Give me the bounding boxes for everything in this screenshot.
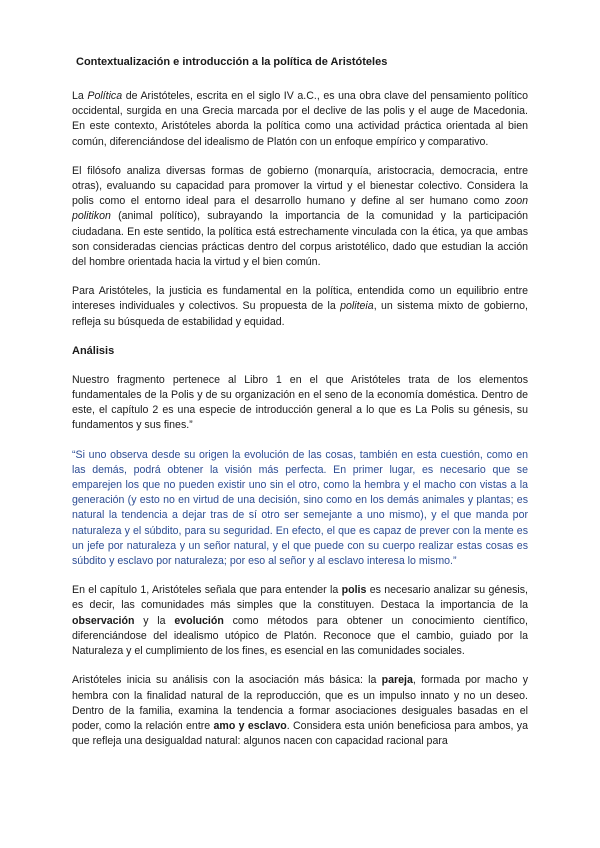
term-evolucion: evolución bbox=[174, 614, 224, 627]
intro-paragraph-1: La Política de Aristóteles, escrita en el siglo IV a.C., es una obra clave del pensamiento político occidental, surgida en una Grecia marcada por el declive de las polis y el auge de Macedonia. En este contexto, Aristóteles aborda la política como una actividad práctica orientada al bien común, diferenciándose del idealismo de Platón con un enfoque empírico y comparativo. bbox=[72, 90, 528, 148]
quoted-fragment: “Si uno observa desde su origen la evolución de las cosas, también en esta cuestión, como en las demás, podrá obtener la visión más perfecta. En primer lugar, es necesario que se emparejen los que no pueden existir uno sin el otro, como la hembra y el macho con vistas a la generación (y esto no en virtud de una decisión, sino como en los demás animales y plantas; es natural la tendencia a dejar tras de sí otro ser semejante a uno mismo), y el que manda por naturaleza y el súbdito, para su seguridad. En efecto, el que es capaz de prever con la mente es un jefe por naturaleza y un señor natural, y el que puede con su cuerpo realizar estas cosas es súbdito y esclavo por naturaleza; por eso al señor y al esclavo interesa lo mismo.” bbox=[72, 448, 528, 568]
term-observacion: observación bbox=[72, 614, 135, 627]
term-amo-y-esclavo: amo y esclavo bbox=[213, 719, 287, 732]
term-politeia: politeia bbox=[340, 300, 374, 313]
analysis-paragraph-2: En el capítulo 1, Aristóteles señala que para entender la polis es necesario analizar su génesis, es decir, las comunidades más simples que la constituyen. Destaca la importancia de la observación y la evolución como métodos para obtener un conocimiento científico, diferenciándose del idealismo utópico de Platón. Reconoce que el cambio, guiado por la Naturaleza y el cumplimiento de los fines, es esencial en las comunidades sociales. bbox=[72, 584, 528, 658]
intro-paragraph-3: Para Aristóteles, la justicia es fundamental en la política, entendida como un equilibrio entre intereses individuales y colectivos. Su propuesta de la politeia, un sistema mixto de gobierno, refleja su búsqueda de estabilidad y equidad. bbox=[72, 285, 528, 328]
term-pareja: pareja bbox=[381, 674, 413, 687]
work-title: Política bbox=[87, 90, 123, 102]
analysis-heading: Análisis bbox=[72, 344, 115, 357]
intro-paragraph-2: El filósofo analiza diversas formas de gobierno (monarquía, aristocracia, democracia, entre otras), evaluando su capacidad para promover la virtud y el bienestar colectivo. Considera la polis como el entorno ideal para el desarrollo humano y define al ser humano como zoon politikon (animal político), subrayando la importancia de la comunidad y la participación ciudadana. En este sentido, la política está estrechamente vinculada con la ética, ya que ambas son consideradas ciencias prácticas dentro del corpus aristotélico, dado que estudian la acción del hombre orientada hacia la virtud y el bien común. bbox=[72, 164, 528, 269]
document-title: Contextualización e introducción a la política de Aristóteles bbox=[76, 56, 388, 68]
analysis-paragraph-3: Aristóteles inicia su análisis con la asociación más básica: la pareja, formada por macho y hembra con la finalidad natural de la reproducción, que es un impulso innato y no un deseo. Dentro de la familia, examina la tendencia a formar asociaciones desiguales basadas en el poder, como la relación entre amo y esclavo. Considera esta unión beneficiosa para ambos, ya que refleja una desigualdad natural: algunos nacen con capacidad racional para bbox=[72, 674, 528, 748]
analysis-paragraph-1: Nuestro fragmento pertenece al Libro 1 en el que Aristóteles trata de los elementos fundamentales de la Polis y de su organización en el seno de la economía doméstica. Dentro de este, el capítulo 2 es una especie de introducción general a lo que es La Polis su génesis, su fundamentos y sus fines.” bbox=[72, 373, 528, 432]
term-zoon-politikon: zoon politikon bbox=[72, 195, 528, 223]
term-polis: polis bbox=[341, 584, 367, 597]
